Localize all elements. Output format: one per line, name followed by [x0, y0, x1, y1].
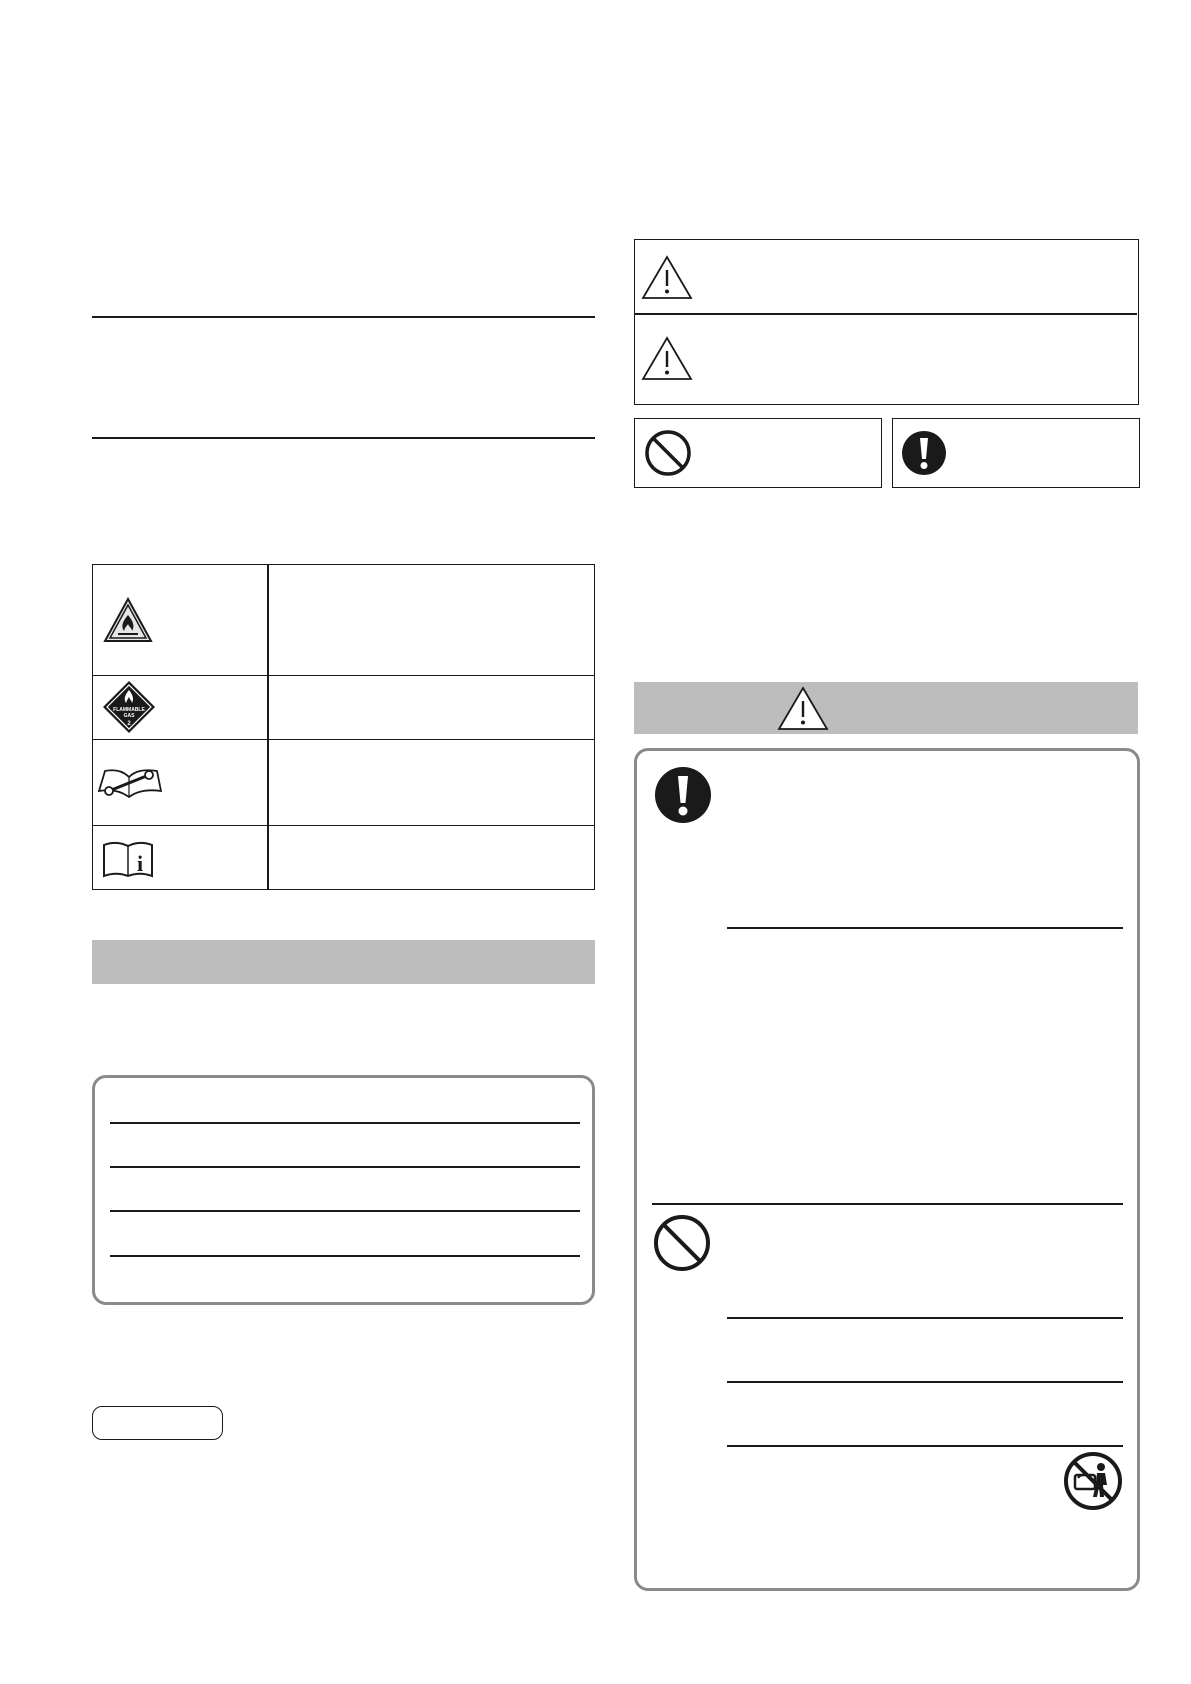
warnings-rule-1: [727, 927, 1123, 929]
symbol-row-flammable: [93, 565, 594, 676]
left-second-rule: [92, 437, 595, 439]
left-box-rule-2: [110, 1166, 580, 1168]
symbol-row-info-manual: [93, 825, 594, 891]
warning-triangle-icon: [641, 255, 693, 300]
warnings-box: [634, 748, 1140, 1591]
warning-triangle-icon: [777, 686, 829, 731]
left-box-rule-1: [110, 1122, 580, 1124]
svg-text:GAS: GAS: [123, 713, 135, 719]
signal-word-frame-divider: [635, 313, 1137, 315]
left-section-band: [92, 940, 595, 984]
mandatory-exclamation-icon: [654, 766, 712, 824]
flammable-gas-diamond-icon: [102, 680, 156, 734]
signal-word-frame: [634, 239, 1139, 405]
warnings-rule-2: [727, 1317, 1123, 1319]
mandatory-exclamation-icon: [901, 430, 947, 476]
left-box-rule-4: [110, 1255, 580, 1257]
svg-text:FLAMMABLE: FLAMMABLE: [113, 707, 145, 713]
left-rounded-box: [92, 1075, 595, 1305]
mandatory-legend-frame: [892, 418, 1140, 488]
warning-triangle-icon: [641, 336, 693, 381]
warnings-rule-3: [727, 1381, 1123, 1383]
prohibition-circle-icon: [652, 1213, 712, 1273]
svg-text:2: 2: [127, 721, 131, 727]
service-manual-wrench-icon: [95, 761, 163, 803]
no-children-play-icon: [1063, 1451, 1123, 1511]
info-manual-book-icon: [102, 840, 154, 878]
left-pill-label: [92, 1406, 223, 1440]
left-box-rule-3: [110, 1210, 580, 1212]
flammable-warning-triangle-icon: [103, 597, 153, 643]
warning-section-band: [634, 682, 1138, 734]
symbol-row-flammable-gas: [93, 675, 594, 740]
svg-text:i: i: [136, 851, 144, 876]
symbol-row-service-manual: [93, 739, 594, 826]
prohibition-circle-icon: [643, 428, 693, 478]
prohibition-legend-frame: [634, 418, 882, 488]
warnings-rule-4: [727, 1445, 1123, 1447]
warnings-section-divider: [652, 1203, 1123, 1205]
symbol-table: [92, 564, 595, 890]
left-top-rule: [92, 316, 595, 318]
